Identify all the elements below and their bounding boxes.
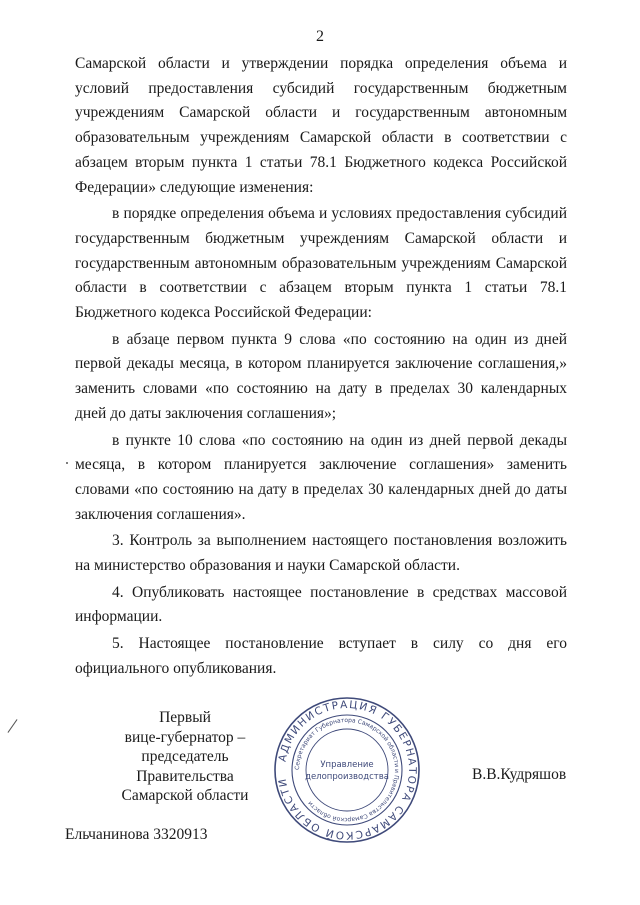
procedure-amendment-paragraph: в порядке определения объема и условиях предоставления субсидий государственным бюджетным учреждениям Самарской области и государственным автономным образовательным учреждениям Самарской области в соответствии с абзацем вторым пункта 1 статьи 78.1 Бюджетного кодекса Российской Федерации: bbox=[75, 205, 567, 322]
stamp-outer-text: АДМИНИСТРАЦИЯ ГУБЕРНАТОРА САМАРСКОЙ ОБЛАСТИ bbox=[276, 698, 419, 842]
intro-paragraph: Самарской области и утверждении порядка определения объема и условий предоставления субсидий государственным бюджетным учреждениям Самарской области и государственным автономным образовательным учреждениям Самарской области в соответствии с абзацем вторым пункта 1 статьи 78.1 Бюджетного кодекса Российской Федерации» следующие изменения: bbox=[75, 55, 567, 196]
stamp-center-line-2: делопроизводства bbox=[305, 772, 389, 782]
stamp-middle-ring bbox=[292, 715, 402, 825]
stamp-inner-ring bbox=[306, 729, 388, 811]
item-3-control: 3. Контроль за выполнением настоящего постановления возложить на министерство образования и науки Самарской области. bbox=[75, 532, 567, 575]
stamp-inner-text: Секретариат Губернатора Самарской области и Правительства Самарской области bbox=[293, 716, 401, 824]
stamp-center-line-1: Управление bbox=[320, 760, 374, 770]
paragraph-9-amendment: в абзаце первом пункта 9 слова «по состоянию на один из дней первой декады месяца, в котором планируется заключение соглашения,» заменить словами «по состоянию на дату в пределах 30 календарных дней до даты заключения соглашения»; bbox=[75, 330, 567, 422]
item-4-publication: 4. Опубликовать настоящее постановление в средствах массовой информации. bbox=[75, 583, 567, 626]
signatory-title bbox=[95, 708, 275, 806]
paragraph-10-amendment: в пункте 10 слова «по состоянию на один из дней первой декады месяца, в котором планируется заключение соглашения» заменить словами «по состоянию на дату в пределах 30 календарных дней до даты заключения соглашения». bbox=[75, 431, 567, 523]
signatory-title-line: Самарской области bbox=[121, 787, 249, 804]
signatory-name: В.В.Кудряшов bbox=[472, 766, 567, 783]
scan-margin-mark bbox=[8, 719, 18, 733]
document-body bbox=[75, 52, 567, 682]
signatory-title-line: председатель Правительства bbox=[136, 748, 234, 785]
signatory-title-line: Первый bbox=[159, 709, 211, 726]
item-5-entry-into-force: 5. Настоящее постановление вступает в силу со дня его официального опубликования. bbox=[75, 635, 567, 677]
executor-contact: Ельчанинова 3320913 bbox=[65, 826, 208, 843]
scan-dot-mark bbox=[66, 462, 68, 464]
signatory-title-line: вице-губернатор – bbox=[124, 728, 246, 746]
page-number: 2 bbox=[316, 28, 324, 45]
official-seal-stamp bbox=[272, 695, 422, 845]
